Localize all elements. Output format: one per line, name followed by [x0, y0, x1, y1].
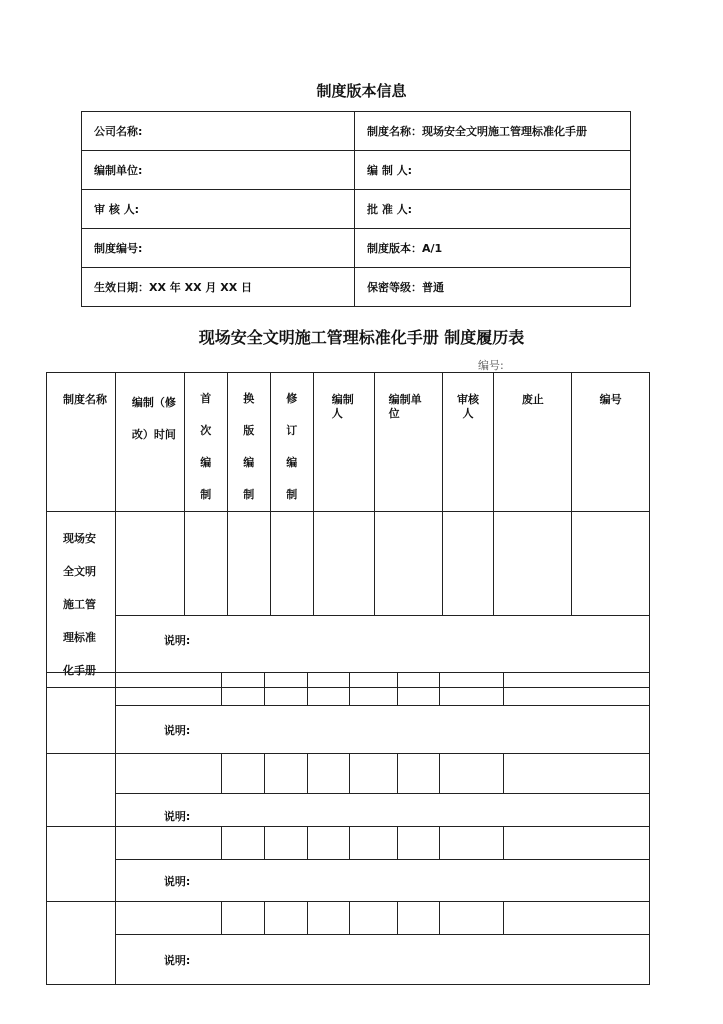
approver-field: 批 准 人: [355, 190, 631, 229]
table-row [47, 827, 650, 860]
table-row [82, 190, 631, 229]
note-label: 说明: [115, 860, 649, 902]
history-table-header [46, 372, 650, 688]
table-row [47, 860, 650, 902]
table-row [47, 794, 650, 827]
header-abolish: 废止 [494, 373, 572, 512]
policy-number-field: 制度编号: [82, 229, 355, 268]
header-policy-name: 制度名称 [47, 373, 116, 512]
table-row [82, 268, 631, 307]
note-label: 说明: [115, 935, 649, 985]
effective-date-field: 生效日期：XX 年 XX 月 XX 日 [82, 268, 355, 307]
header-unit: 编制单位 [374, 373, 442, 512]
header-first-edit: 首次编制 [184, 373, 227, 512]
table-row [82, 112, 631, 151]
header-revision: 修订编制 [270, 373, 313, 512]
confidentiality-field: 保密等级：普通 [355, 268, 631, 307]
table-row [82, 229, 631, 268]
note-label: 说明: [115, 615, 649, 687]
note-label: 说明: [115, 794, 649, 827]
policy-name-field: 制度名称：现场安全文明施工管理标准化手册 [355, 112, 631, 151]
table-row [47, 902, 650, 935]
history-code-label: 编号: [478, 359, 504, 372]
history-table-title: 现场安全文明施工管理标准化手册 制度履历表 [198, 328, 525, 347]
version-info-title: 制度版本信息 [316, 82, 407, 100]
editing-unit-field: 编制单位: [82, 151, 355, 190]
reviewer-field: 审 核 人: [82, 190, 355, 229]
note-label: 说明: [115, 706, 649, 754]
editor-field: 编 制 人: [355, 151, 631, 190]
table-row [47, 673, 650, 706]
company-name-field: 公司名称: [82, 112, 355, 151]
history-table-body [46, 672, 650, 985]
table-row [47, 373, 650, 512]
table-row [47, 935, 650, 985]
version-info-table [81, 111, 631, 307]
manual-name-cell: 现场安全文明施工管理标准化手册 [47, 512, 116, 688]
table-row [82, 151, 631, 190]
header-number: 编号 [572, 373, 650, 512]
table-row [47, 706, 650, 754]
policy-version-field: 制度版本：A/1 [355, 229, 631, 268]
header-edit-time: 编制（修改）时间 [115, 373, 184, 512]
table-row [47, 512, 650, 616]
header-editor: 编制人 [313, 373, 374, 512]
header-version-change: 换版编制 [227, 373, 270, 512]
header-reviewer: 审核人 [442, 373, 494, 512]
table-row [47, 754, 650, 794]
